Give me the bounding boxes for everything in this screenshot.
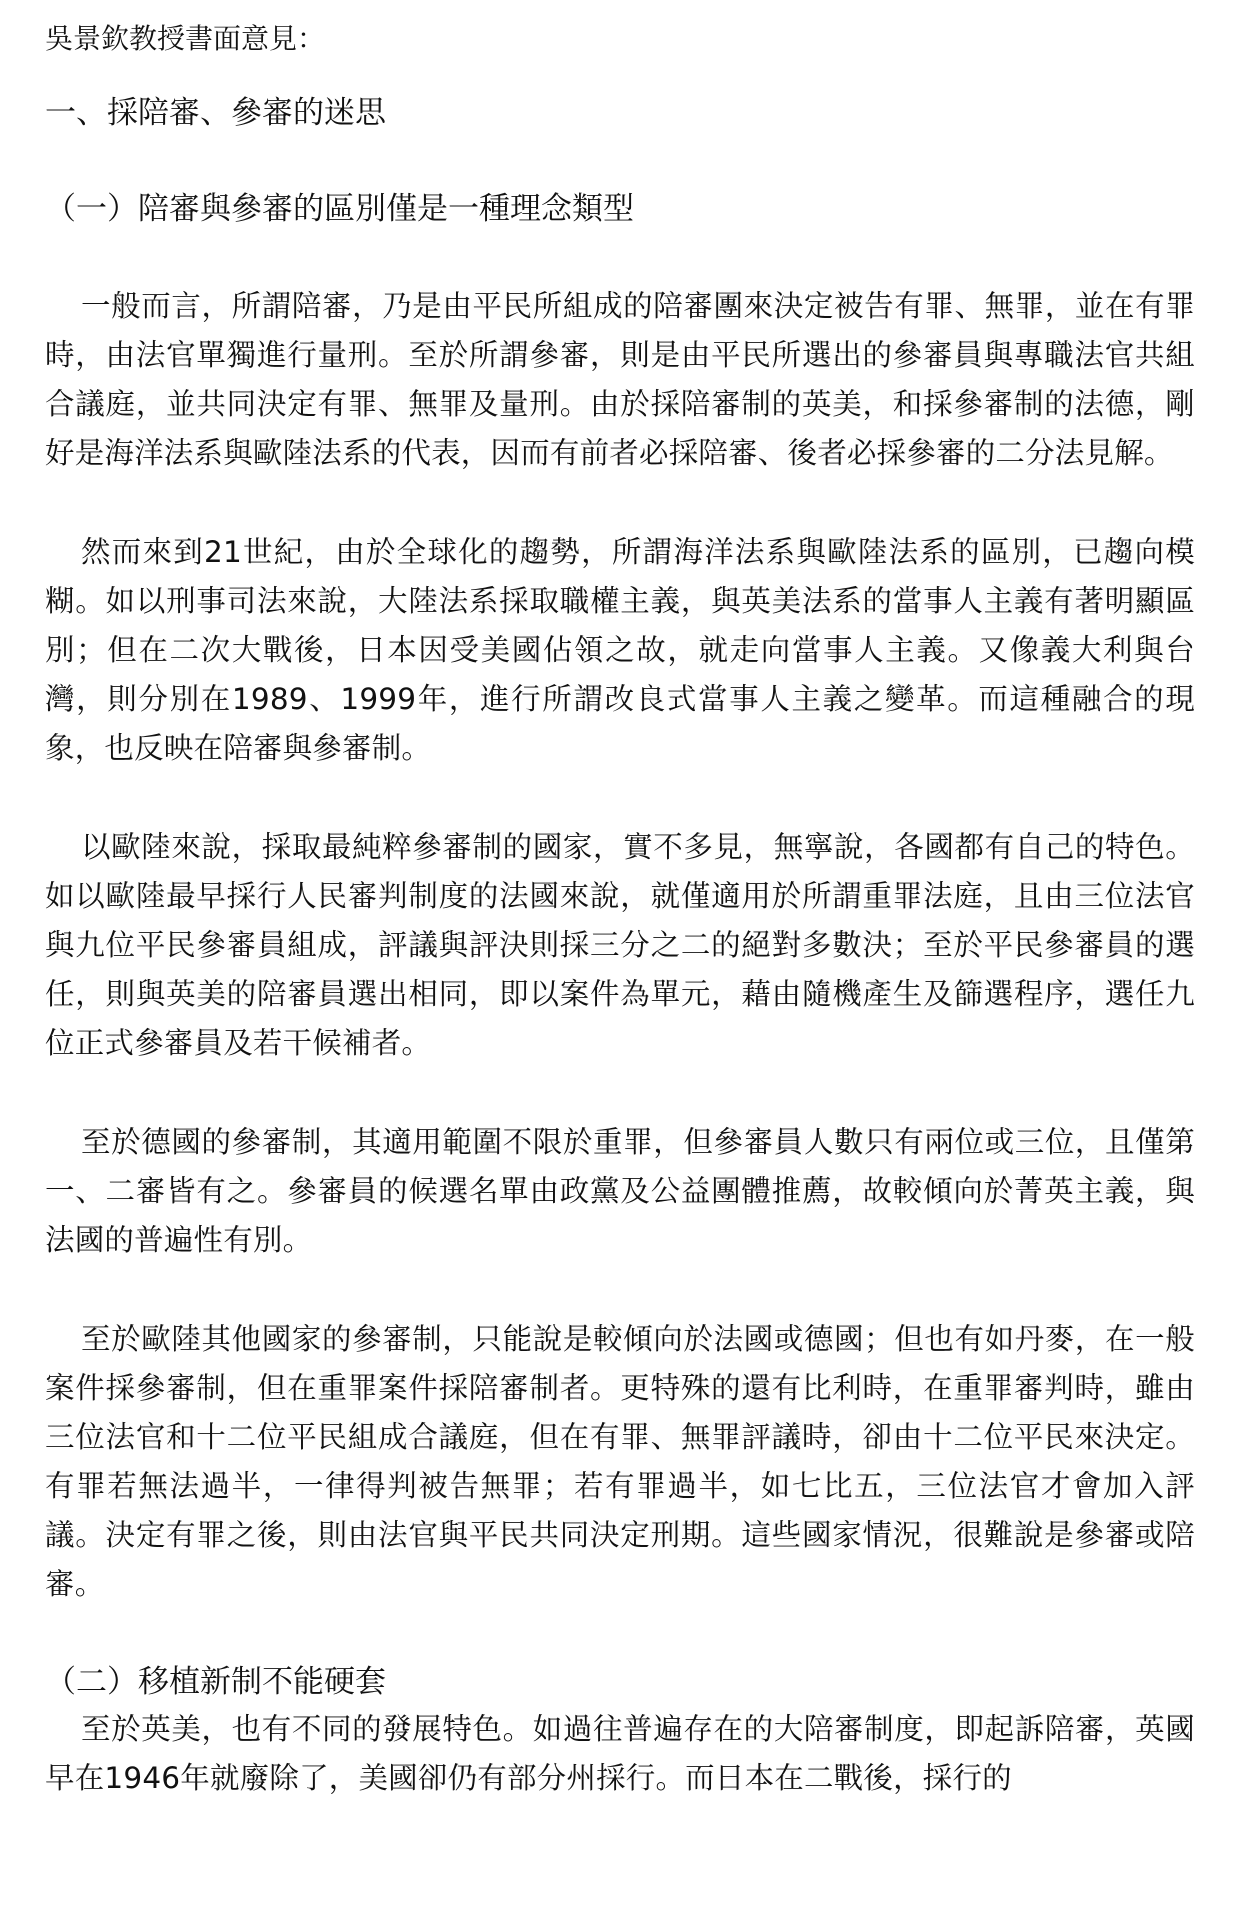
- paragraph-5: 至於歐陸其他國家的參審制，只能說是較傾向於法國或德國；但也有如丹麥，在一般案件採參審制，但在重罪案件採陪審制者。更特殊的還有比利時，在重罪審判時，雖由三位法官和十二位平民組成合議庭，但在有罪、無罪評議時，卻由十二位平民來決定。有罪若無法過半，一律得判被告無罪；若有罪過半，如七比五，三位法官才會加入評議。決定有罪之後，則由法官與平民共同決定刑期。這些國家情況，很難說是參審或陪審。: [45, 1322, 1195, 1601]
- paragraph-2: 然而來到21世紀，由於全球化的趨勢，所謂海洋法系與歐陸法系的區別，已趨向模糊。如以刑事司法來說，大陸法系採取職權主義，與英美法系的當事人主義有著明顯區別；但在二次大戰後，日本因受美國佔領之故，就走向當事人主義。又像義大利與台灣，則分別在1989、1999年，進行所謂改良式當事人主義之變革。而這種融合的現象，也反映在陪審與參審制。: [45, 535, 1195, 765]
- subsection-title-2: （二）移植新制不能硬套: [45, 1664, 386, 1700]
- document-page: [45, 18, 1195, 1803]
- paragraph-6: 至於英美，也有不同的發展特色。如過往普遍存在的大陪審制度，即起訴陪審，英國早在1946年就廢除了，美國卻仍有部分州採行。而日本在二戰後，採行的: [45, 1712, 1195, 1795]
- paragraph-3: 以歐陸來說，採取最純粹參審制的國家，實不多見，無寧說，各國都有自己的特色。如以歐陸最早採行人民審判制度的法國來說，就僅適用於所謂重罪法庭，且由三位法官與九位平民參審員組成，評議與評決則採三分之二的絕對多數決；至於平民參審員的選任，則與英美的陪審員選出相同，即以案件為單元，藉由隨機產生及篩選程序，選任九位正式參審員及若干候補者。: [45, 830, 1195, 1060]
- paragraph-1: 一般而言，所謂陪審，乃是由平民所組成的陪審團來決定被告有罪、無罪，並在有罪時，由法官單獨進行量刑。至於所謂參審，則是由平民所選出的參審員與專職法官共組合議庭，並共同決定有罪、無罪及量刑。由於採陪審制的英美，和採參審制的法德，剛好是海洋法系與歐陸法系的代表，因而有前者必採陪審、後者必採參審的二分法見解。: [45, 289, 1195, 470]
- author-heading: 吳景欽教授書面意見：: [45, 22, 326, 55]
- section-title: 一、採陪審、參審的迷思: [45, 95, 386, 131]
- paragraph-4: 至於德國的參審制，其適用範圍不限於重罪，但參審員人數只有兩位或三位，且僅第一、二審皆有之。參審員的候選名單由政黨及公益團體推薦，故較傾向於菁英主義，與法國的普遍性有別。: [45, 1125, 1195, 1257]
- subsection-title-1: （一）陪審與參審的區別僅是一種理念類型: [45, 191, 634, 227]
